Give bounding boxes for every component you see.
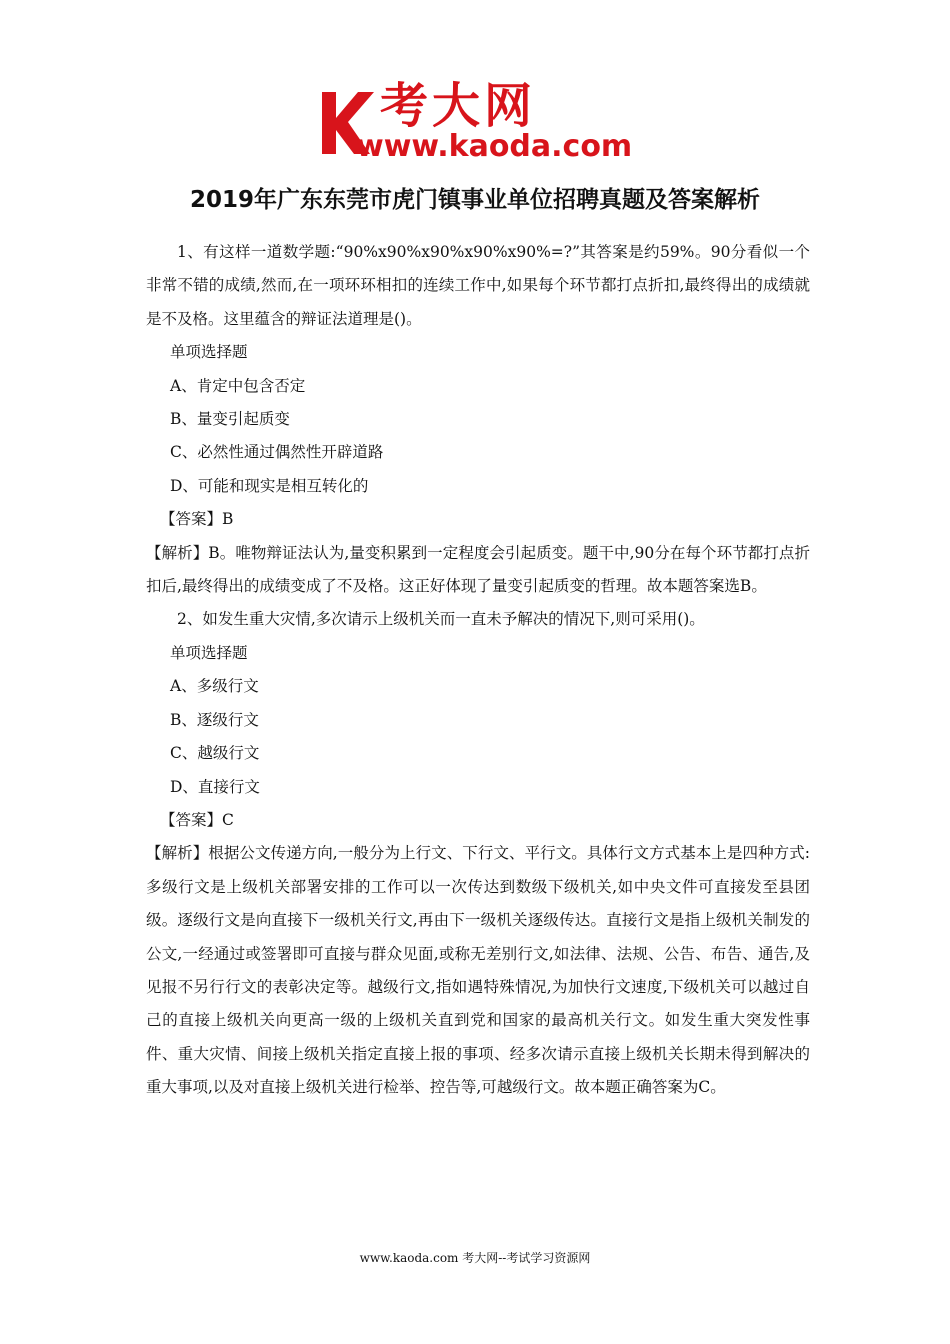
logo-url: www.kaoda.com bbox=[356, 129, 633, 164]
question-2-type: 单项选择题 bbox=[170, 643, 248, 662]
question-2-option-a: A、多级行文 bbox=[170, 677, 259, 696]
page-footer: www.kaoda.com 考大网--考试学习资源网 bbox=[359, 1251, 591, 1265]
question-1-stem: 1、有这样一道数学题:“90%x90%x90%x90%x90%=?”其答案是约59%。90分看似一个非常不错的成绩,然而,在一项环环相扣的连续工作中,如果每个环节都打点折扣,最终得出的成绩就是不及格。这里蕴含的辩证法道理是()。 bbox=[146, 243, 810, 328]
logo-brand: 考大网 bbox=[380, 78, 537, 134]
question-2-analysis bbox=[146, 837, 810, 1104]
question-1-option-d: D、可能和现实是相互转化的 bbox=[170, 476, 369, 495]
question-1-analysis bbox=[146, 537, 810, 604]
question-1-answer: 【答案】B bbox=[160, 510, 234, 529]
question-2-option-c: C、越级行文 bbox=[170, 744, 260, 763]
analysis-label: 【解析】 bbox=[146, 543, 209, 562]
page-title: 2019年广东东莞市虎门镇事业单位招聘真题及答案解析 bbox=[189, 187, 760, 213]
kaoda-logo bbox=[318, 78, 638, 162]
document-body bbox=[146, 236, 810, 1105]
question-2-stem: 2、如发生重大灾情,多次请示上级机关而一直未予解决的情况下,则可采用()。 bbox=[177, 610, 705, 629]
analysis-label: 【解析】 bbox=[146, 844, 209, 863]
analysis-text: B。唯物辩证法认为,量变积累到一定程度会引起质变。题干中,90分在每个环节都打点折扣后,最终得出的成绩变成了不及格。这正好体现了量变引起质变的哲理。故本题答案选B。 bbox=[146, 543, 810, 596]
analysis-text: 根据公文传递方向,一般分为上行文、下行文、平行文。具体行文方式基本上是四种方式:多级行文是上级机关部署安排的工作可以一次传达到数级下级机关,如中央文件可直接发至县团级。逐级行文是向直接下一级机关行文,再由下一级机关逐级传达。直接行文是指上级机关制发的公文,一经通过或签署即可直接与群众见面,或称无差别行文,如法律、法规、公告、布告、通告,及见报不另行行文的表彰决定等。越级行文,指如遇特殊情况,为加快行文速度,下级机关可以越过自己的直接上级机关向更高一级的上级机关直到党和国家的最高机关行文。如发生重大突发性事件、重大灾情、间接上级机关指定直接上报的事项、经多次请示直接上级机关长期未得到解决的重大事项,以及对直接上级机关进行检举、控告等,可越级行文。故本题正确答案为C。 bbox=[146, 844, 810, 1097]
question-1-option-a: A、肯定中包含否定 bbox=[170, 376, 306, 395]
question-1-option-b: B、量变引起质变 bbox=[170, 410, 290, 429]
question-1-type: 单项选择题 bbox=[170, 343, 248, 362]
question-2-answer: 【答案】C bbox=[160, 810, 234, 829]
question-2-option-d: D、直接行文 bbox=[170, 777, 260, 796]
question-1-option-c: C、必然性通过偶然性开辟道路 bbox=[170, 443, 384, 462]
question-2-option-b: B、逐级行文 bbox=[170, 710, 259, 729]
